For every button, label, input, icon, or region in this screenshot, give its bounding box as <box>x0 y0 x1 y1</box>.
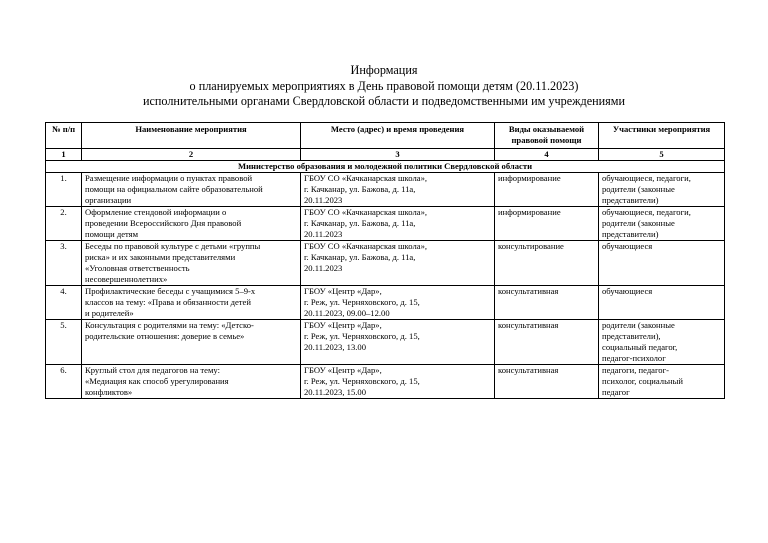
cell-line: педагог-психолог <box>602 353 666 363</box>
cell-line: ГБОУ «Центр «Дар», <box>304 286 382 296</box>
header-num: № п/п <box>46 123 82 149</box>
cell-type <box>495 286 599 320</box>
cell-line: 20.11.2023, 15.00 <box>304 387 366 397</box>
cell-line: конфликтов» <box>85 387 133 397</box>
section-row <box>46 161 725 173</box>
cell-line: представители), <box>602 331 661 341</box>
cell-line: г. Реж, ул. Черняховского, д. 15, <box>304 376 420 386</box>
cell-num: 2. <box>46 207 82 241</box>
cell-line: Беседы по правовой культуре с детьми «группы <box>85 241 261 251</box>
cell-line: помощи на официальном сайте образовательной <box>85 184 263 194</box>
cell-line: Оформление стендовой информации о <box>85 207 227 217</box>
cell-line: обучающиеся <box>602 241 653 251</box>
cell-type <box>495 320 599 365</box>
table-row <box>46 365 725 399</box>
cell-line: обучающиеся, педагоги, <box>602 173 691 183</box>
cell-line: консультирование <box>498 241 564 251</box>
cell-line: педагог <box>602 387 630 397</box>
cell-line: педагоги, педагог- <box>602 365 669 375</box>
cell-type <box>495 365 599 399</box>
title-line: о планируемых мероприятиях в День правовой помощи детям (20.11.2023) <box>189 78 579 93</box>
header-participants: Участники мероприятия <box>599 123 725 149</box>
cell-line: ГБОУ СО «Качканарская школа», <box>304 207 428 217</box>
cell-participants <box>599 173 725 207</box>
cell-line: родители (законные <box>602 184 675 194</box>
header-event: Наименование мероприятия <box>82 123 301 149</box>
cell-event <box>82 173 301 207</box>
cell-num: 4. <box>46 286 82 320</box>
cell-place <box>301 320 495 365</box>
cell-line: риска» и их законными представителями <box>85 252 236 262</box>
cell-participants <box>599 241 725 286</box>
column-numbers-row <box>46 149 725 161</box>
cell-event <box>82 241 301 286</box>
table-row <box>46 286 725 320</box>
cell-line: информирование <box>498 173 561 183</box>
header-place: Место (адрес) и время проведения <box>301 123 495 149</box>
cell-type <box>495 207 599 241</box>
cell-line: Консультация с родителями на тему: «Детско- <box>85 320 254 330</box>
cell-line: 20.11.2023 <box>304 195 343 205</box>
cell-event <box>82 365 301 399</box>
section-title: Министерство образования и молодежной политики Свердловской области <box>46 161 725 173</box>
cell-line: классов на тему: «Права и обязанности детей <box>85 297 251 307</box>
cell-place <box>301 365 495 399</box>
cell-line: г. Реж, ул. Черняховского, д. 15, <box>304 297 420 307</box>
cell-line: проведении Всероссийского Дня правовой <box>85 218 242 228</box>
table-header-row <box>46 123 725 149</box>
column-number: 4 <box>495 149 599 161</box>
title-line: исполнительными органами Свердловской области и подведомственными им учреждениями <box>142 94 626 108</box>
cell-line: ГБОУ СО «Качканарская школа», <box>304 241 428 251</box>
cell-line: г. Качканар, ул. Бажова, д. 11а, <box>304 184 416 194</box>
cell-line: 20.11.2023 <box>304 263 343 273</box>
column-number: 5 <box>599 149 725 161</box>
cell-line: помощи детям <box>85 229 139 239</box>
cell-event <box>82 286 301 320</box>
table-row <box>46 320 725 365</box>
cell-line: Круглый стол для педагогов на тему: <box>85 365 220 375</box>
cell-line: Размещение информации о пунктах правовой <box>85 173 253 183</box>
cell-participants <box>599 320 725 365</box>
cell-event <box>82 320 301 365</box>
cell-line: обучающиеся <box>602 286 653 296</box>
column-number: 1 <box>46 149 82 161</box>
column-number: 3 <box>301 149 495 161</box>
cell-line: 20.11.2023, 13.00 <box>304 342 366 352</box>
cell-num: 3. <box>46 241 82 286</box>
cell-line: консультативная <box>498 286 559 296</box>
table-row <box>46 207 725 241</box>
title-line: Информация <box>350 63 418 77</box>
cell-num: 6. <box>46 365 82 399</box>
cell-line: г. Качканар, ул. Бажова, д. 11а, <box>304 252 416 262</box>
cell-place <box>301 286 495 320</box>
table-row <box>46 173 725 207</box>
cell-line: Профилактические беседы с учащимися 5–9-х <box>85 286 256 296</box>
cell-line: г. Реж, ул. Черняховского, д. 15, <box>304 331 420 341</box>
cell-line: несовершеннолетних» <box>85 274 168 284</box>
cell-line: психолог, социальный <box>602 376 683 386</box>
events-table <box>45 122 725 399</box>
cell-line: родительские отношения: доверие в семье» <box>85 331 245 341</box>
cell-line: организации <box>85 195 132 205</box>
cell-line: г. Качканар, ул. Бажова, д. 11а, <box>304 218 416 228</box>
document-title <box>0 63 768 110</box>
cell-event <box>82 207 301 241</box>
cell-line: ГБОУ «Центр «Дар», <box>304 365 382 375</box>
cell-line: и родителей» <box>85 308 134 318</box>
cell-place <box>301 241 495 286</box>
cell-line: представители) <box>602 195 659 205</box>
cell-line: «Медиация как способ урегулирования <box>85 376 229 386</box>
cell-place <box>301 207 495 241</box>
table-row <box>46 241 725 286</box>
cell-line: родители (законные <box>602 218 675 228</box>
cell-line: информирование <box>498 207 561 217</box>
cell-type <box>495 173 599 207</box>
cell-line: обучающиеся, педагоги, <box>602 207 691 217</box>
cell-line: консультативная <box>498 320 559 330</box>
cell-line: ГБОУ СО «Качканарская школа», <box>304 173 428 183</box>
cell-place <box>301 173 495 207</box>
cell-type <box>495 241 599 286</box>
cell-participants <box>599 286 725 320</box>
cell-num: 1. <box>46 173 82 207</box>
cell-line: социальный педагог, <box>602 342 678 352</box>
cell-line: 20.11.2023 <box>304 229 343 239</box>
cell-line: родители (законные <box>602 320 675 330</box>
cell-participants <box>599 365 725 399</box>
cell-line: ГБОУ «Центр «Дар», <box>304 320 382 330</box>
cell-num: 5. <box>46 320 82 365</box>
cell-line: «Уголовная ответственность <box>85 263 190 273</box>
header-type: Виды оказываемой правовой помощи <box>495 123 599 149</box>
column-number: 2 <box>82 149 301 161</box>
cell-line: 20.11.2023, 09.00–12.00 <box>304 308 390 318</box>
cell-line: представители) <box>602 229 659 239</box>
cell-line: консультативная <box>498 365 559 375</box>
cell-participants <box>599 207 725 241</box>
